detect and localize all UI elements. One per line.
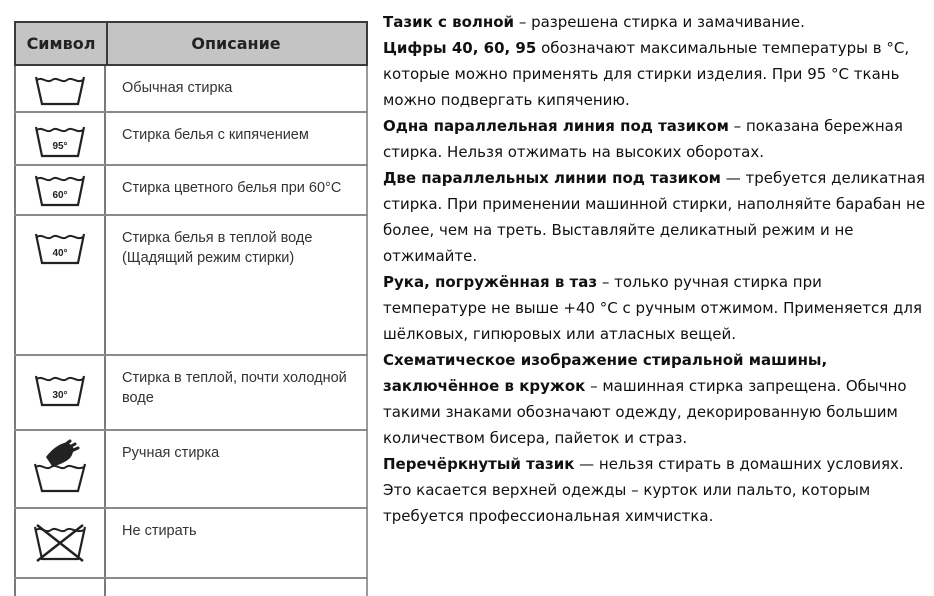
paragraph-one-line: Одна параллельная линия под тазиком – показана бережная стирка. Нельзя отжимать на высоких оборотах. xyxy=(383,117,903,161)
row-label: Стирка белья в теплой воде (Щадящий режим стирки) xyxy=(122,230,313,266)
washtub-30-icon xyxy=(34,374,86,408)
temp-label: 95° xyxy=(52,141,68,152)
washtub-icon xyxy=(34,75,86,107)
washtub-60-icon xyxy=(34,174,86,208)
header-symbol: Символ xyxy=(26,34,96,53)
temp-label: 30° xyxy=(52,390,68,401)
symbol-cell xyxy=(16,66,104,111)
washtub-95-icon xyxy=(34,125,86,159)
table-row xyxy=(14,216,368,356)
temp-label: 60° xyxy=(52,190,68,201)
row-label: Обычная стирка xyxy=(122,80,233,96)
symbol-cell xyxy=(16,216,104,354)
symbol-cell xyxy=(16,509,104,577)
symbol-cell xyxy=(16,356,104,429)
washtub-40-icon xyxy=(34,232,86,266)
table-row xyxy=(14,113,368,166)
do-not-wash-icon xyxy=(32,523,88,563)
header-description: Описание xyxy=(191,34,281,53)
table-row xyxy=(14,356,368,431)
symbol-cell xyxy=(16,431,104,507)
paragraph-hand-wash: Рука, погружённая в таз – только ручная стирка при температуре не выше +40 °С с ручным отжимом. Применяется для шёлковых, гипюровых или атласных вещей. xyxy=(383,273,922,343)
wash-symbols-table xyxy=(14,21,368,596)
explanation-text xyxy=(383,9,928,529)
symbol-cell xyxy=(16,166,104,214)
table-row xyxy=(14,66,368,113)
table-row xyxy=(14,166,368,216)
paragraph-crossed-tub: Перечёркнутый тазик — нельзя стирать в домашних условиях. Это касается верхней одежды – курток или пальто, которым требуется профессиональная химчистка. xyxy=(383,455,904,525)
row-label: Стирка цветного белья при 60°С xyxy=(122,180,342,196)
temp-label: 40° xyxy=(52,248,68,259)
row-label: Стирка в теплой, почти холодной воде xyxy=(122,370,347,406)
row-label: Не стирать xyxy=(122,523,197,539)
paragraph-machine-circle: Схематическое изображение стиральной машины, заключённое в кружок – машинная стирка запрещена. Обычно такими знаками обозначают одежду, декорированную большим количеством бисера, пайеток и страз. xyxy=(383,351,907,447)
row-label: Стирка белья с кипячением xyxy=(122,127,309,143)
row-label: Ручная стирка xyxy=(122,445,220,461)
paragraph-tub-with-wave: Тазик с волной – разрешена стирка и замачивание. xyxy=(383,13,805,31)
table-row xyxy=(14,509,368,579)
table-header xyxy=(14,21,368,66)
paragraph-temperature-digits: Цифры 40, 60, 95 обозначают максимальные температуры в °С, которые можно применять для стирки изделия. При 95 °С ткань можно подвергать кипячению. xyxy=(383,39,910,109)
table-row xyxy=(14,431,368,509)
symbol-cell xyxy=(16,113,104,164)
paragraph-two-lines: Две параллельных линии под тазиком — требуется деликатная стирка. При применении машинной стирки, наполняйте барабан не более, чем на треть. Выставляйте деликатный режим и не отжимайте. xyxy=(383,169,926,265)
hand-wash-icon xyxy=(32,439,88,495)
